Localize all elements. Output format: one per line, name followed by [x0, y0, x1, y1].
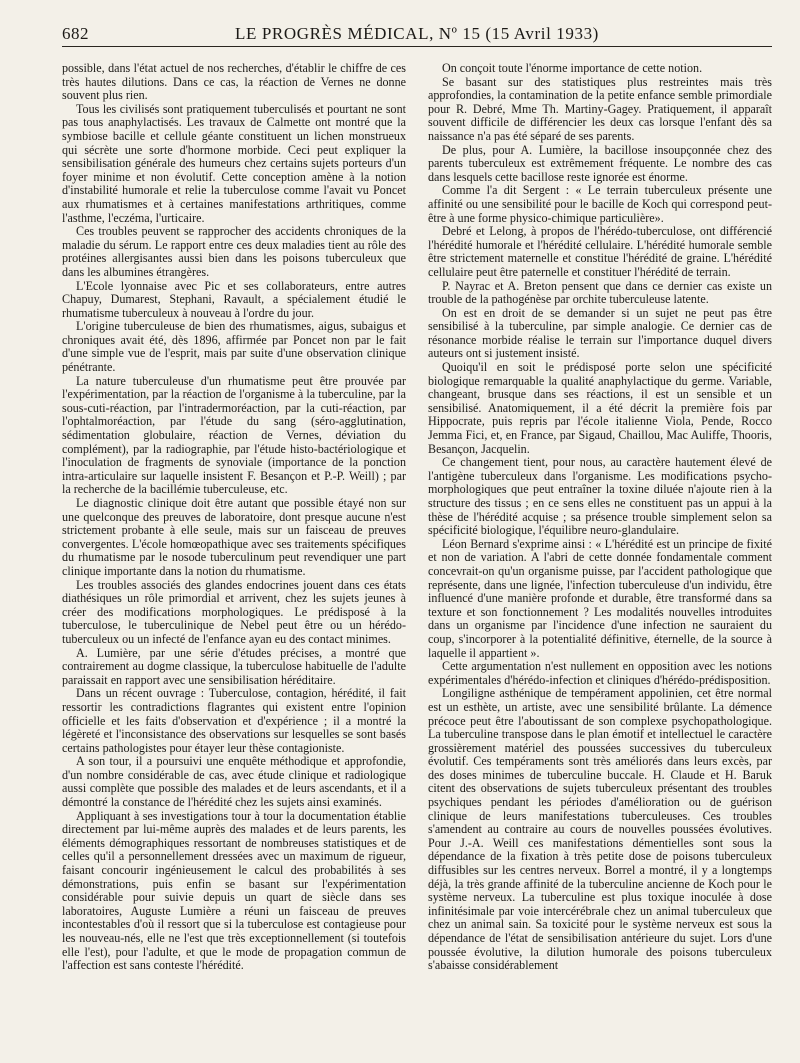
paragraph: Les troubles associés des glandes endocrines jouent dans ces états diathésiques un rôle primordial et arrivent, chez les sujets jeunes à créer des modifications morphologiques. Le prédisposé à la tuberculose, le tuberculinique de Nebel peut être ou un hérédo-tuberculeux ou un infecté de l'enfance ayan eu des contact minimes. [62, 577, 406, 646]
paragraph: L'Ecole lyonnaise avec Pic et ses collaborateurs, entre autres Chapuy, Dumarest, Stephani, Ravault, a spécialement étudié le rhumatisme tuberculeux à nouveau à l'ordre du jour. [62, 278, 406, 320]
paragraph: Debré et Lelong, à propos de l'hérédo-tuberculose, ont différencié l'hérédité humorale et l'hérédité cellulaire. L'hérédité humorale semble être strictement maternelle et constitue l'hérédité de graine. L'hérédité cellulaire peut être paternelle et constituer l'hérédité de terrain. [428, 224, 772, 279]
paragraph: Cette argumentation n'est nullement en opposition avec les notions expérimentales d'hérédo-infection et cliniques d'hérédo-prédisposition. [428, 659, 772, 687]
paragraph: P. Nayrac et A. Breton pensent que dans ce dernier cas existe un trouble de la pathogénèse par orchite tuberculeuse latente. [428, 278, 772, 307]
paragraph: Quoiqu'il en soit le prédisposé porte selon une spécificité biologique remarquable la qualité anaphylactique du germe. Variable, changeant, brusque dans ses réactions, il est un sensible et un sensibilisé. Anatomiquement, il a été décrit la première fois par Hippocrate, puis repris par l'école italienne Viola, Pende, Rocco Jemma Fici, et, en France, par Sigaud, Chaillou, Mac Auliffe, Thooris, Besançon, Jacquelin. [428, 360, 772, 456]
page-number: 682 [62, 24, 89, 43]
paragraph: On conçoit toute l'énorme importance de cette notion. [442, 62, 703, 75]
paragraph: Léon Bernard s'exprime ainsi : « L'hérédité est un principe de fixité et non de variation. A l'abri de cette donnée fondamentale comment concevrait-on qu'un organisme puisse, par l'accident pathologique que représente, dans une lignée, l'infection tuberculeuse d'un individu, être influencé d'une manière profonde et durable, être transformé dans sa texture et son fonctionnement ? Les modalités nouvelles introduites dans un organisme par l'incidence d'une infection ne sauraient du coup, s'incorporer à la potentialité définitive, éternelle, de la source à laquelle il appartient ». [428, 536, 772, 660]
paragraph: A. Lumière, par une série d'études précises, a montré que contrairement au dogme classique, la tuberculose habituelle de l'adulte paraissait en rapport avec une sensibilisation héréditaire. [62, 645, 406, 687]
paragraph: L'origine tuberculeuse de bien des rhumatismes, aigus, subaigus et chroniques avait été, dès 1896, affirmée par Poncet non par le fait d'une simple vue de l'esprit, mais par suite d'une observation clinique pénétrante. [62, 319, 406, 375]
paragraph: De plus, pour A. Lumière, la bacillose insoupçonnée chez des parents tuberculeux est extrêmement fréquente. Le nombre des cas dans lesquels cette bacillose reste ignorée est énorme. [428, 142, 772, 184]
paragraph: Ce changement tient, pour nous, au caractère hautement élevé de l'antigène tuberculeux dans l'organisme. Les modifications psycho-morphologiques que peut entraîner la toxine diluée n'ajoute rien à la structure des tissus ; en ce sens elles ne constituent pas un appui à la thèse de l'hérédité acquise ; sa présence trouble simplement selon sa spécificité biologique, l'équilibre neuro-glandulaire. [428, 455, 772, 538]
paragraph: possible, dans l'état actuel de nos recherches, d'établir le chiffre de ces très hautes dilutions. Dans ce cas, la réaction de Vernes ne donne souvent plus rien. [62, 62, 406, 103]
paragraph: Appliquant à ses investigations tour à tour la documentation établie directement par lui-même auprès des malades et de leurs parents, les éléments démographiques ressortant de nombreuses statistiques et de celles qu'il a personnellement dressées avec un maximum de rigueur, faisant concourir ingénieusement le calcul des probabilités à ses démonstrations, puis enfin se basant sur l'expérimentation considérable pour suivie depuis un quart de siècle dans ses laboratoires, Auguste Lumière a réuni un faisceau de preuves incontestables d'où il ressort que si la tuberculose est contagieuse pour les nouveau-nés, elle ne l'est que très exceptionnellement (si toutefois elle l'est), pour l'adulte, et que le mode de propagation commun de l'affection est sans conteste l'hérédité. [62, 808, 406, 973]
paragraph: Longiligne asthénique de tempérament appolinien, cet être normal est un esthète, un artiste, avec une sensibilité brûlante. La démence précoce peut être l'aboutissant de son complexe psychopathologique. La tuberculine transpose dans le plan émotif et intellectuel le caractère grossièrement matériel des poussées successives du tuberculeux évolutif. Ces tempéraments sont très améliorés dans leurs excès, par des doses minimes de tuberculine buccale. H. Claude et H. Baruk citent des observations de sujets tuberculeux présentant des troubles psychiques pendant les périodes d'amélioration ou de guérison clinique de leurs manifestations tuberculeuses. Ces troubles s'amendent au contraire au cours de nouvelles poussées évolutives. Pour J.-A. Weill ces manifestations démentielles sont sous la dépendance de la fixation à très petite dose de poisons tuberculeux diffusibles sur les centres nerveux. Borrel a montré, il y a longtemps déjà, la très grande affinité de la tuberculine ancienne de Koch pour le système nerveux. La tuberculine est plus toxique inoculée à dose infinitésimale par voie intercérébrale chez un animal tuberculeux que chez un animal sain. Sa toxicité pour le système nerveux est sous la dépendance de l'état de sensibilisation antérieure du sujet. Lors d'une poussée évolutive, la dilution humorale des poisons tuberculeux s'abaisse considérablement [428, 686, 772, 973]
text-columns [62, 62, 772, 1047]
paragraph: Comme l'a dit Sergent : « Le terrain tuberculeux présente une affinité ou une sensibilité pour le bacille de Koch qui correspond peut-être à une forme physico-chimique particulière». [428, 183, 772, 225]
header-rule [62, 46, 772, 47]
paragraph: Le diagnostic clinique doit être autant que possible étayé non sur une quelconque des preuves de laboratoire, dont presque aucune n'est strictement probante à elle seule, mais sur un faisceau de preuves convergentes. L'école homœopathique avec ses traitements spécifiques du rhumatisme par le nosode tuberculinum peut revendiquer une part clinique importante dans la notion du rhumatisme. [62, 496, 406, 578]
left-column [62, 62, 406, 1047]
journal-title: LE PROGRÈS MÉDICAL, Nº 15 (15 Avril 1933) [235, 24, 599, 43]
running-header [62, 22, 772, 46]
paragraph: Se basant sur des statistiques plus restreintes mais très approfondies, la contamination de la petite enfance semble primordiale pour R. Debré, Mme Th. Martiny-Gagey. Pratiquement, il apparaît souvent difficile de différencier les deux cas lorsque l'enfant dès sa naissance n'a pas été séparé de ses parents. [428, 74, 772, 143]
paragraph: La nature tuberculeuse d'un rhumatisme peut être prouvée par l'expérimentation, par la réaction de l'organisme à la tuberculine, par la sous-cuti-réaction, par l'intradermoréaction, par la cuti-réaction, par l'ophtalmoréaction, par l'étude du sang (séro-agglutination, sédimentation globulaire, réaction de Vernes, déviation du complément), par la radiographie, par l'étude histo-bactériologique et l'inoculation de fragments de synoviale (importance de la ponction intra-articulaire sur laquelle insistent F. Besançon et P.-P. Weill) ; par la recherche de la bacillémie tuberculeuse, etc. [62, 373, 406, 497]
paragraph: A son tour, il a poursuivi une enquête méthodique et approfondie, d'un nombre considérable de cas, avec étude clinique et radiologique aussi complète que possible des malades et de leurs ascendants, et il a démontré la constance de l'hérédité chez les sujets ainsi examinés. [62, 754, 406, 810]
right-column [428, 62, 772, 1047]
paragraph: Tous les civilisés sont pratiquement tuberculisés et pourtant ne sont pas tous anaphylactisés. Les travaux de Calmette ont montré que la symbiose bacille et cellule géante constituent un lichen monstrueux qui sécrète une sorte d'hormone morbide. Ceci peut expliquer la sensibilisation générale des humeurs chez certains sujets porteurs d'un foyer minime et non évolutif. Cette conception amène à la notion d'instabilité humorale et relie la tuberculose comme l'avait vu Poncet aux rhumatismes et à certaines manifestations arthritiques, comme l'asthme, l'eczéma, l'urticaire. [62, 101, 406, 225]
paragraph: Dans un récent ouvrage : Tuberculose, contagion, hérédité, il fait ressortir les contradictions flagrantes qui existent entre l'opinion officielle et les faits d'observation et d'expérience ; il a montré la légèreté et l'inconsistance des observations sur lesquelles se sont basés certains pathologistes pour étayer leur thèse contagioniste. [62, 686, 406, 755]
paragraph: On est en droit de se demander si un sujet ne peut pas être sensibilisé à la tuberculine, par simple analogie. Ce dernier cas de résonance morbide réalise le terrain sur l'importance duquel divers auteurs ont si justement insisté. [428, 305, 772, 361]
paragraph: Ces troubles peuvent se rapprocher des accidents chroniques de la maladie du sérum. Le rapport entre ces deux maladies tient au rôle des protéines allergisantes aussi bien dans les poisons tuberculeux que dans les albumines étrangères. [62, 224, 406, 279]
